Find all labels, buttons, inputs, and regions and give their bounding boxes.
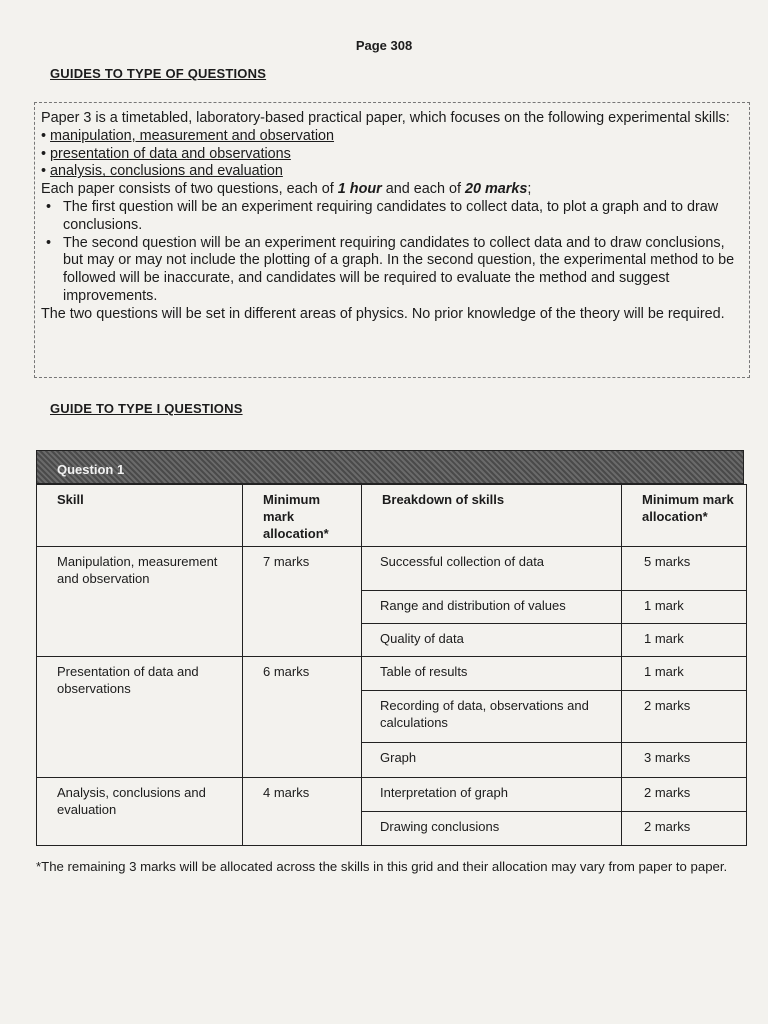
skill-item: • manipulation, measurement and observation [41,127,335,144]
skill-label: presentation of data and observations [50,145,291,162]
breakdown-marks-cell: 2 marks [622,812,747,846]
table-header-row [37,485,747,547]
text-fragment: and each of [381,181,465,198]
skill-item: • analysis, conclusions and evaluation [41,163,283,180]
breakdown-marks-cell: 1 mark [622,657,747,691]
column-header: Minimum mark allocation* [243,485,362,547]
table-footnote: *The remaining 3 marks will be allocated across the skills in this grid and their allocation may vary from paper to paper. [36,859,728,874]
breakdown-marks-cell: 2 marks [622,778,747,812]
breakdown-marks-cell: 2 marks [622,691,747,743]
breakdown-cell: Successful collection of data [362,547,622,591]
skill-cell: Presentation of data and observations [37,657,243,778]
skill-cell: Analysis, conclusions and evaluation [37,778,243,846]
duration-emphasis: 1 hour [337,181,382,198]
closing-paragraph: The two questions will be set in different areas of physics. No prior knowledge of the theory will be required. [41,305,725,322]
breakdown-cell: Drawing conclusions [362,812,622,846]
breakdown-marks-cell: 1 mark [622,624,747,657]
skill-cell: Manipulation, measurement and observation [37,547,243,657]
skill-item: • presentation of data and observations [41,145,291,162]
intro-box [34,102,750,378]
marks-emphasis: 20 marks [464,181,528,198]
breakdown-cell: Graph [362,743,622,778]
table-row [37,547,747,591]
breakdown-cell: Interpretation of graph [362,778,622,812]
breakdown-cell: Range and distribution of values [362,591,622,624]
skill-marks-cell: 4 marks [243,778,362,846]
question-bullet-list [41,199,743,306]
skill-label: manipulation, measurement and observation [50,127,335,144]
section-heading-question-types: GUIDES TO TYPE OF QUESTIONS [50,66,267,81]
text-fragment: Each paper consists of two questions, each of [41,181,338,198]
question-banner-label: Question 1 [57,462,125,477]
bullet-item: • The second question will be an experiment requiring candidates to collect data and to draw conclusions, but may or may not include the plotting of a graph. In the second question, the experimental method to be followed will be inaccurate, and candidates will be required to evaluate the method and suggest improvements. [63,235,743,306]
column-header: Minimum mark allocation* [622,485,747,547]
question-banner [36,450,744,484]
skill-marks-cell: 7 marks [243,547,362,657]
bullet-item: • The first question will be an experiment requiring candidates to collect data, to plot a graph and to draw conclusions. [63,199,743,235]
breakdown-marks-cell: 1 mark [622,591,747,624]
paper-structure-paragraph [41,181,743,199]
skill-marks-cell: 6 marks [243,657,362,778]
table-row [37,657,747,691]
page-number: Page 308 [355,38,413,53]
column-header: Breakdown of skills [362,485,622,547]
breakdown-marks-cell: 3 marks [622,743,747,778]
column-header: Skill [37,485,243,547]
skill-label: analysis, conclusions and evaluation [50,163,283,180]
breakdown-cell: Table of results [362,657,622,691]
breakdown-marks-cell: 5 marks [622,547,747,591]
section-heading-type-i: GUIDE TO TYPE I QUESTIONS [50,401,243,416]
table-row [37,778,747,812]
breakdown-cell: Recording of data, observations and calculations [362,691,622,743]
breakdown-cell: Quality of data [362,624,622,657]
intro-paragraph: Paper 3 is a timetabled, laboratory-based practical paper, which focuses on the following experimental skills: [41,110,730,126]
text-fragment: ; [527,181,532,198]
skills-table [36,484,747,846]
